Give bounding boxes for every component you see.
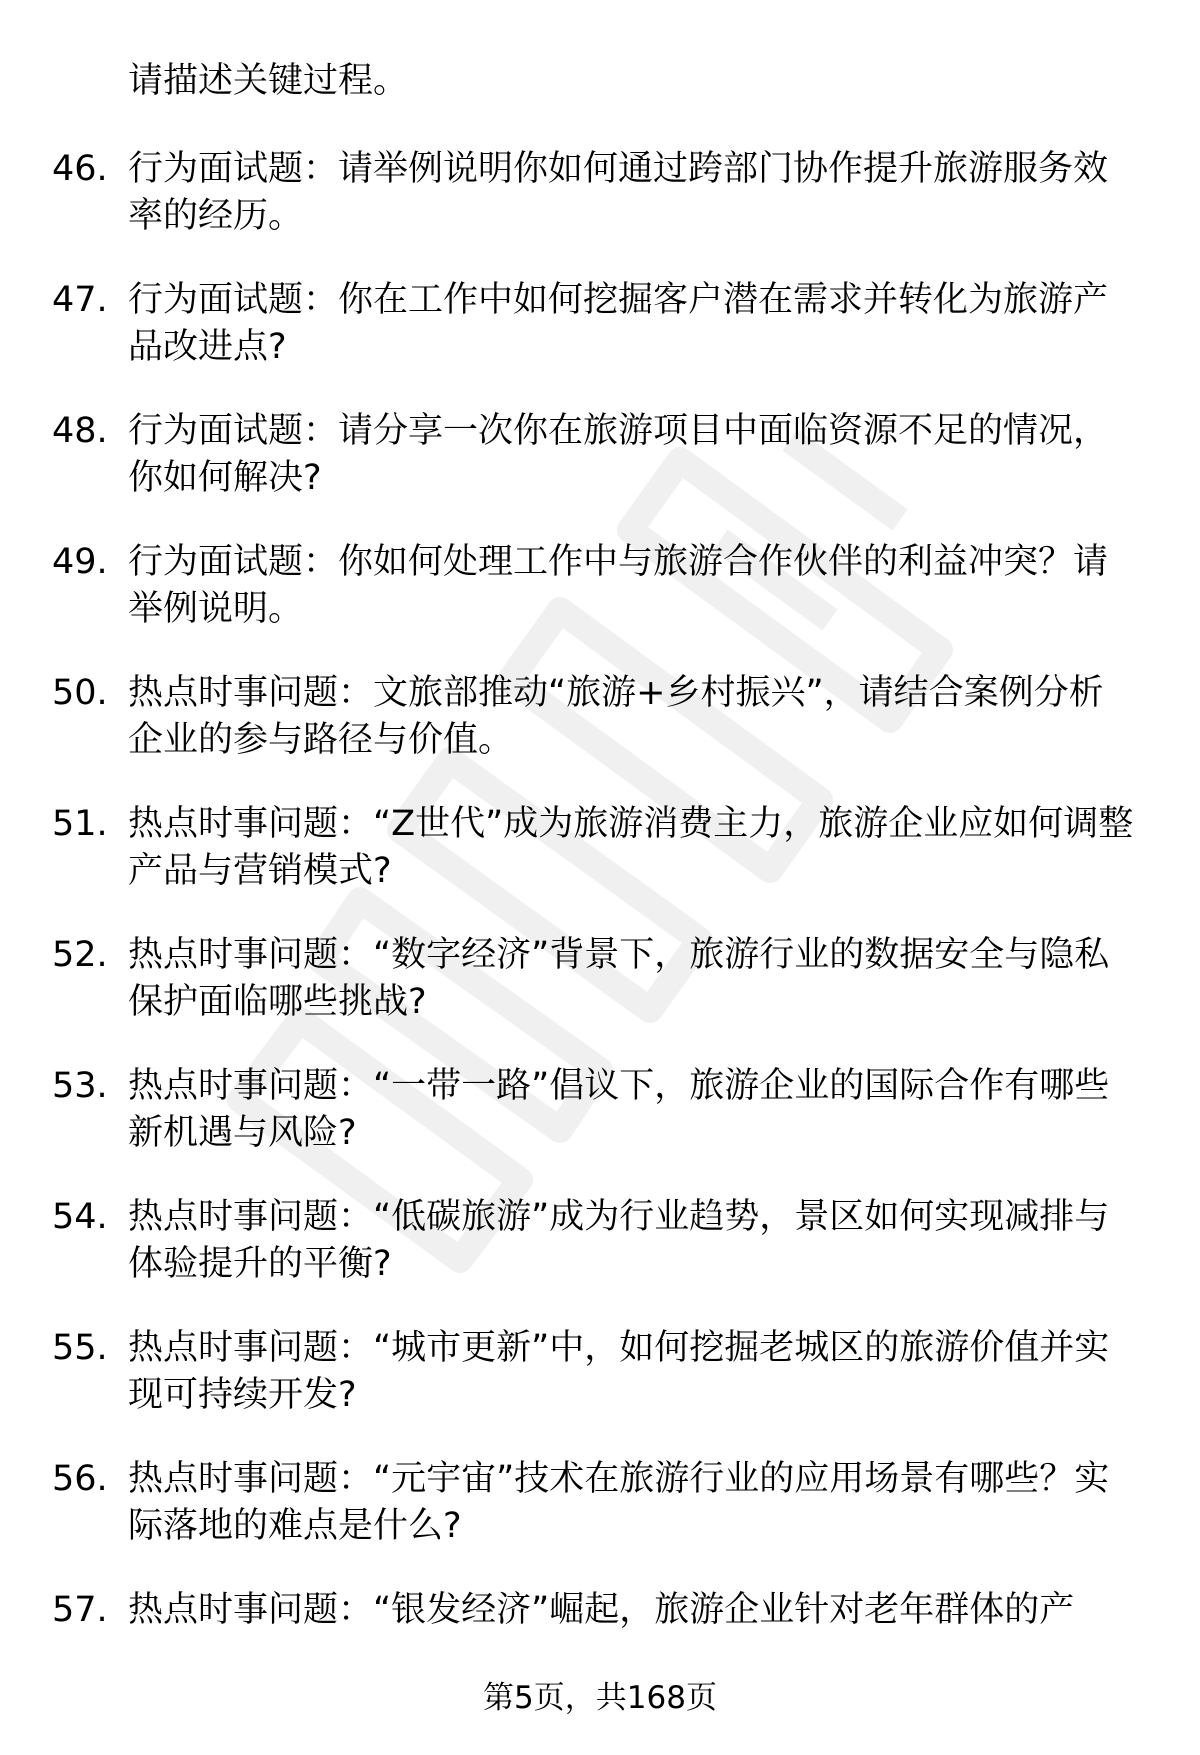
list-item	[0, 408, 1200, 539]
question-text: 行为面试题：你如何处理工作中与旅游合作伙伴的利益冲突？请举例说明。	[128, 542, 1109, 629]
list-item	[0, 277, 1200, 408]
list-item	[0, 1456, 1200, 1587]
question-text: 热点时事问题：“低碳旅游”成为行业趋势，景区如何实现减排与体验提升的平衡?	[128, 1197, 1110, 1284]
list-item	[0, 932, 1200, 1063]
question-text: 行为面试题：你在工作中如何挖掘客户潜在需求并转化为旅游产品改进点?	[128, 280, 1109, 367]
question-number: 52.	[52, 935, 108, 975]
question-number: 57.	[52, 1590, 108, 1630]
question-number: 47.	[52, 280, 108, 320]
question-text: 行为面试题：请举例说明你如何通过跨部门协作提升旅游服务效率的经历。	[128, 149, 1109, 236]
question-text: 热点时事问题：“元宇宙”技术在旅游行业的应用场景有哪些？实际落地的难点是什么?	[128, 1459, 1110, 1546]
question-number: 50.	[52, 673, 108, 713]
question-number: 56.	[52, 1459, 108, 1499]
question-text: 行为面试题：请分享一次你在旅游项目中面临资源不足的情况，你如何解决?	[128, 411, 1109, 498]
question-number: 53.	[52, 1066, 108, 1106]
list-item	[0, 539, 1200, 670]
question-text: 热点时事问题：“城市更新”中，如何挖掘老城区的旅游价值并实现可持续开发?	[128, 1328, 1110, 1415]
question-text: 热点时事问题：“银发经济”崛起，旅游企业针对老年群体的产	[128, 1590, 1075, 1630]
list-item	[0, 146, 1200, 277]
list-item	[0, 1194, 1200, 1325]
question-text: 热点时事问题：“数字经济”背景下，旅游行业的数据安全与隐私保护面临哪些挑战?	[128, 935, 1110, 1022]
question-number: 55.	[52, 1328, 108, 1368]
list-item	[0, 801, 1200, 932]
question-number: 48.	[52, 411, 108, 451]
page-footer: 第5页，共168页	[483, 1680, 717, 1716]
question-text: 热点时事问题：文旅部推动“旅游+乡村振兴”，请结合案例分析企业的参与路径与价值。	[128, 673, 1104, 760]
question-list	[0, 146, 1200, 1718]
question-text: 热点时事问题：“一带一路”倡议下，旅游企业的国际合作有哪些新机遇与风险?	[128, 1066, 1110, 1153]
continuation-text: 请描述关键过程。	[128, 61, 409, 101]
list-item	[0, 1325, 1200, 1456]
question-text: 热点时事问题：“Z世代”成为旅游消费主力，旅游企业应如何调整产品与营销模式?	[128, 804, 1134, 891]
list-item	[0, 1063, 1200, 1194]
question-number: 46.	[52, 149, 108, 189]
question-number: 49.	[52, 542, 108, 582]
list-item	[0, 670, 1200, 801]
question-number: 54.	[52, 1197, 108, 1237]
question-number: 51.	[52, 804, 108, 844]
